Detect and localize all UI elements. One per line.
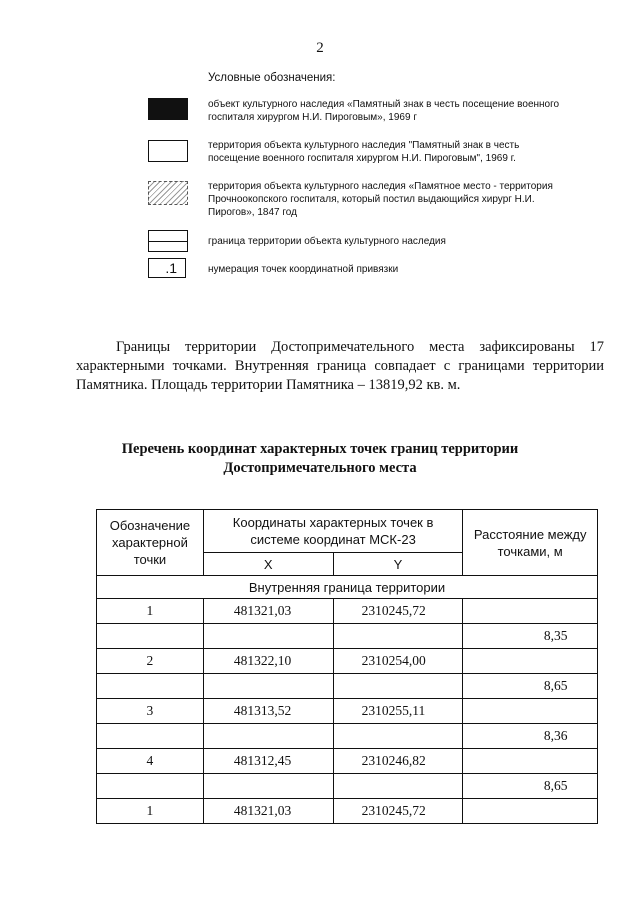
legend-text-boundary: граница территории объекта культурного наследия — [208, 236, 446, 247]
page-number: 2 — [316, 40, 324, 56]
cell-point — [97, 624, 204, 649]
cell-y: 2310245,72 — [333, 799, 463, 824]
table-heading-line-2: Достопримечательного места — [223, 460, 417, 476]
table-row — [97, 724, 598, 749]
header-x: X — [203, 553, 333, 576]
cell-x — [203, 724, 333, 749]
cell-distance — [463, 649, 598, 674]
cell-point: 3 — [97, 699, 204, 724]
header-coordinates: Координаты характерных точек в системе координат МСК-23 — [203, 510, 462, 553]
cell-y — [333, 724, 463, 749]
legend-symbol-numbering: .1 — [148, 258, 186, 278]
table-heading — [0, 440, 640, 478]
cell-y: 2310254,00 — [333, 649, 463, 674]
legend-symbol-memorial-place — [148, 181, 188, 205]
cell-x: 481321,03 — [203, 599, 333, 624]
cell-x: 481312,45 — [203, 749, 333, 774]
legend-symbol-object — [148, 98, 188, 120]
cell-distance — [463, 799, 598, 824]
legend-text-numbering: нумерация точек координатной привязки — [208, 264, 399, 275]
cell-y — [333, 674, 463, 699]
cell-point: 1 — [97, 799, 204, 824]
cell-y: 2310245,72 — [333, 599, 463, 624]
cell-y: 2310255,11 — [333, 699, 463, 724]
legend-text-object: объект культурного наследия «Памятный знак в честь посещение военного госпиталя хирургом Н.И. Пироговым», 1969 г — [208, 99, 560, 123]
cell-point — [97, 774, 204, 799]
table-row — [97, 624, 598, 649]
table-row — [97, 699, 598, 724]
cell-distance — [463, 699, 598, 724]
section-inner-boundary: Внутренняя граница территории — [97, 576, 598, 599]
cell-y: 2310246,82 — [333, 749, 463, 774]
cell-distance — [463, 749, 598, 774]
header-point: Обозначение характерной точки — [97, 510, 204, 576]
cell-x: 481322,10 — [203, 649, 333, 674]
legend-text-territory: территория объекта культурного наследия "Памятный знак в честь посещение военного госпиталя хирургом Н.И. Пироговым", 1969 г. — [208, 140, 520, 164]
header-distance: Расстояние между точками, м — [463, 510, 598, 576]
table-row — [97, 674, 598, 699]
boundary-paragraph: Границы территории Достопримечательного места зафиксированы 17 характерными точками. Внутренняя граница совпадает с границами территории Памятника. Площадь территории Памятника – 13819,92 кв. м. — [76, 339, 604, 393]
table-row — [97, 749, 598, 774]
table-heading-line-1: Перечень координат характерных точек границ территории — [121, 441, 519, 457]
cell-distance — [463, 599, 598, 624]
cell-point: 2 — [97, 649, 204, 674]
cell-y — [333, 624, 463, 649]
legend-symbol-territory — [148, 140, 188, 162]
cell-point: 4 — [97, 749, 204, 774]
header-y: Y — [333, 553, 463, 576]
table-row — [97, 599, 598, 624]
table-row — [97, 774, 598, 799]
cell-distance: 8,35 — [463, 624, 598, 649]
coordinates-table — [96, 509, 598, 824]
cell-point — [97, 674, 204, 699]
cell-distance: 8,65 — [463, 674, 598, 699]
cell-x: 481313,52 — [203, 699, 333, 724]
cell-x — [203, 674, 333, 699]
legend-symbol-boundary — [148, 230, 188, 252]
cell-x — [203, 624, 333, 649]
cell-distance: 8,36 — [463, 724, 598, 749]
cell-point — [97, 724, 204, 749]
cell-x — [203, 774, 333, 799]
cell-point: 1 — [97, 599, 204, 624]
cell-y — [333, 774, 463, 799]
table-row — [97, 799, 598, 824]
legend-text-memorial-place: территория объекта культурного наследия «Памятное место - территория Прочноокопского госпиталя, который постил выдающийся хирург Н.И. Пирогов», 1847 год — [208, 181, 553, 218]
table-row — [97, 649, 598, 674]
cell-distance: 8,65 — [463, 774, 598, 799]
cell-x: 481321,03 — [203, 799, 333, 824]
legend-title: Условные обозначения: — [208, 72, 336, 84]
